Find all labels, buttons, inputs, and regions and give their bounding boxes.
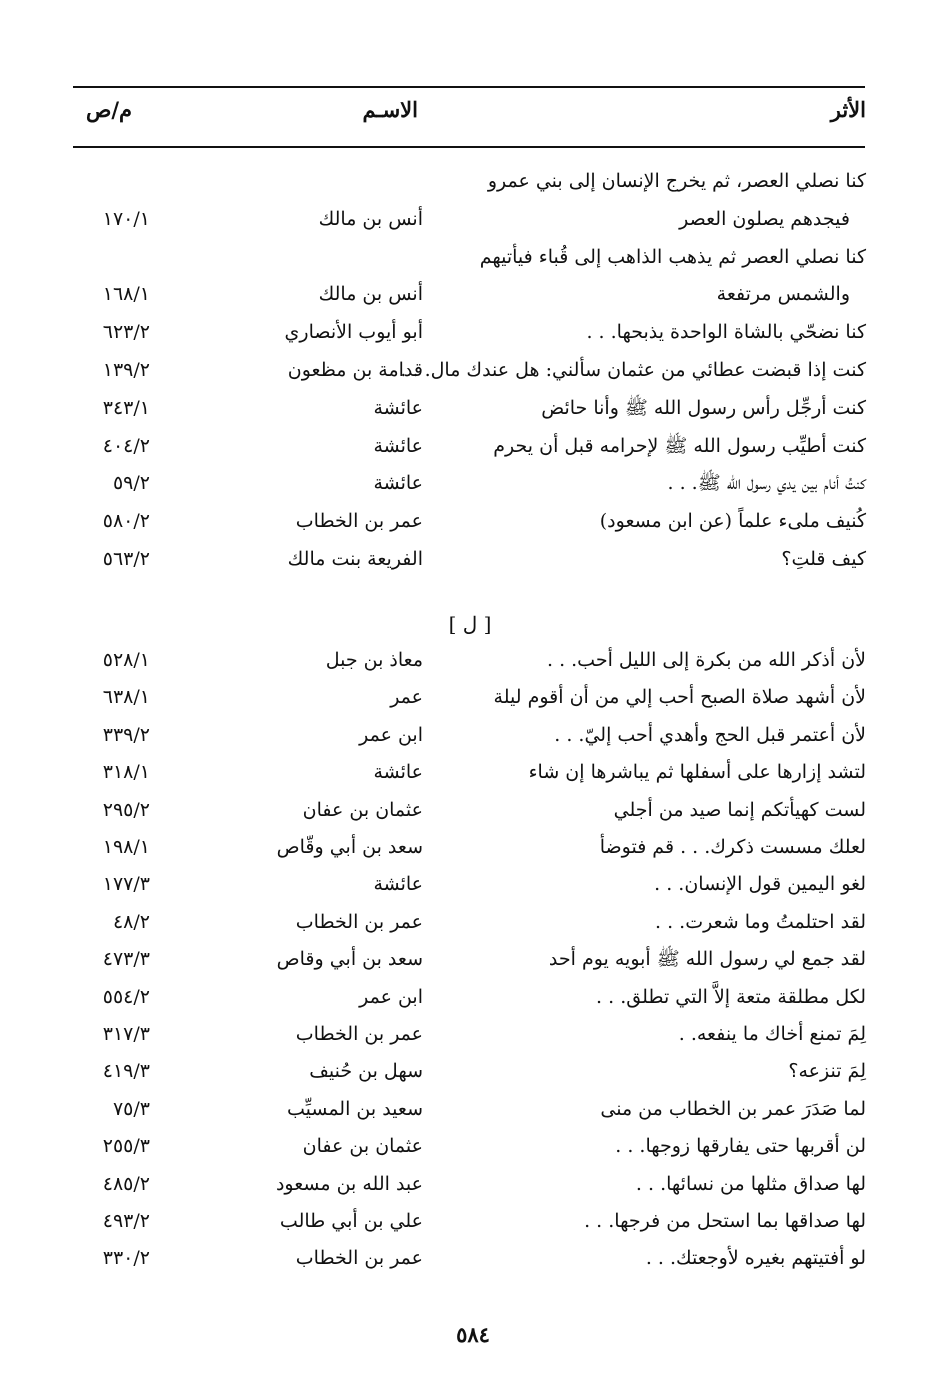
narrator-name: معاذ بن جبل [325,649,423,671]
volume-page-ref: ٥٥٤/٢ [102,985,150,1008]
athar-text: والشمس مرتفعة [716,283,850,306]
volume-page-ref: ٧٥/٣ [112,1097,150,1120]
index-row [0,941,946,978]
narrator-name: عمر بن الخطاب [295,910,423,933]
athar-text: لتشد إزارها على أسفلها ثم يباشرها إن شاء [528,761,866,784]
index-row [0,352,946,389]
index-row [0,1016,946,1053]
volume-page-ref: ٣٤٣/١ [102,396,150,419]
volume-page-ref: ١٩٨/١ [102,836,150,858]
section-marker-lam: [ ل ] [448,612,492,636]
narrator-name: قدامة بن مظعون [287,359,423,381]
narrator-name: عائشة [373,434,423,457]
column-header-athar: الأثر [830,97,866,122]
athar-text: لأن أذكر الله من بكرة إلى الليل أحب. . . [546,649,866,671]
column-header-name: الاسـم [362,97,418,122]
narrator-name: عائشة [373,761,423,784]
index-row [0,754,946,791]
athar-text: لأن أعتمر قبل الحج وأهدي أحب إليّ. . . [554,723,866,746]
index-row [0,979,946,1016]
volume-page-ref: ٤١٩/٣ [102,1060,150,1083]
volume-page-ref: ٥٦٣/٢ [102,548,150,570]
athar-text: لها صداق مثلها من نسائها. . . [635,1172,866,1195]
volume-page-ref: ٣١٨/١ [102,761,150,784]
athar-text: كنت إذا قبضت عطائي من عثمان سألني: هل عندك مال. . . [400,359,866,381]
index-row [0,829,946,866]
index-row [0,465,946,502]
index-row [0,904,946,941]
athar-text: لها صداقها بما استحل من فرجها. . . [584,1210,866,1232]
index-row [0,1053,946,1090]
index-row [0,163,946,200]
header-bottom-rule [73,146,865,148]
athar-text: كنت أرجِّل رأس رسول الله ﷺ وأنا حائض [541,396,866,419]
column-header-ref: م/ص [86,97,133,122]
volume-page-ref: ٤٨/٢ [112,910,150,933]
narrator-name: سعيد بن المسيِّب [286,1097,423,1120]
volume-page-ref: ٢٩٥/٢ [102,798,150,821]
athar-text: كنا نصلي العصر، ثم يخرج الإنسان إلى بني عمرو [487,170,866,192]
athar-text: لست كهيأتكم إنما صيد من أجلي [613,798,866,821]
athar-text: لعلك مسست ذكرك. . . قم فتوضأ [599,836,866,858]
volume-page-ref: ٣٣٩/٢ [102,723,150,746]
volume-page-ref: ٦٢٣/٢ [102,321,150,344]
header-top-rule [73,86,865,88]
index-row [0,239,946,276]
athar-text: كُنيف ملىء علماً (عن ابن مسعود) [599,510,866,533]
narrator-name: عائشة [373,472,423,495]
narrator-name: عمر بن الخطاب [295,510,423,533]
narrator-name: سعد بن أبي وقاص [276,948,423,971]
index-row [0,1203,946,1240]
volume-page-ref: ٣٣٠/٢ [102,1247,150,1270]
index-row [0,792,946,829]
narrator-name: علي بن أبي طالب [279,1210,423,1232]
volume-page-ref: ٤٠٤/٢ [102,434,150,457]
index-row [0,866,946,903]
volume-page-ref: ١٦٨/١ [102,283,150,306]
volume-page-ref: ٥٩/٢ [112,472,150,495]
athar-text: لكل مطلقة متعة إلاَّ التي تطلق. . . [596,985,866,1008]
volume-page-ref: ١٣٩/٢ [102,359,150,381]
index-row [0,679,946,716]
athar-text: كنا نصلي العصر ثم يذهب الذاهب إلى قُباء فيأتيهم [479,245,866,268]
index-row [0,642,946,679]
index-row [0,1091,946,1128]
athar-text: لِمَ تنزعه؟ [788,1060,866,1083]
volume-page-ref: ٤٩٣/٢ [102,1210,150,1232]
athar-text: كنت أطيِّب رسول الله ﷺ لإحرامه قبل أن يحرم [493,434,866,457]
athar-text: كنتُ أنام بين يدي رسول الله ﷺ. . . [667,472,866,495]
athar-text: لما صَدَرَ عمر بن الخطاب من منى [600,1097,866,1120]
volume-page-ref: ٤٧٣/٣ [102,948,150,971]
volume-page-ref: ٢٥٥/٣ [102,1135,150,1158]
narrator-name: عائشة [373,396,423,419]
narrator-name: أبو أيوب الأنصاري [284,321,423,344]
narrator-name: عثمان بن عفان [302,1135,423,1158]
index-row [0,428,946,465]
index-row [0,201,946,238]
narrator-name: عمر بن الخطاب [295,1247,423,1270]
athar-text: لأن أشهد صلاة الصبح أحب إلي من أن أقوم ليلة [493,686,866,709]
narrator-name: ابن عمر [359,723,423,746]
narrator-name: عبد الله بن مسعود [275,1172,423,1195]
index-row [0,390,946,427]
volume-page-ref: ١٧٠/١ [102,207,150,230]
narrator-name: عثمان بن عفان [302,798,423,821]
volume-page-ref: ٥٢٨/١ [102,649,150,671]
volume-page-ref: ٤٨٥/٢ [102,1172,150,1195]
athar-text: لِمَ تمنع أخاك ما ينفعه. . [678,1023,866,1045]
narrator-name: عائشة [373,873,423,896]
index-row [0,1166,946,1203]
volume-page-ref: ٥٨٠/٢ [102,510,150,533]
narrator-name: ابن عمر [359,985,423,1008]
athar-text: كيف قلتِ؟ [781,548,866,570]
volume-page-ref: ٦٣٨/١ [102,686,150,709]
athar-text: فيجدهم يصلون العصر [679,207,850,230]
athar-text: لن أقربها حتى يفارقها زوجها. . . [615,1135,866,1158]
athar-text: لغو اليمين قول الإنسان. . . [654,873,866,896]
narrator-name: أنس بن مالك [318,283,423,306]
index-row [0,717,946,754]
narrator-name: سعد بن أبي وقّاص [276,836,423,858]
index-row [0,541,946,578]
volume-page-ref: ٣١٧/٣ [102,1023,150,1045]
narrator-name: عمر [390,686,423,709]
athar-text: لو أفتيتهم بغيره لأوجعتك. . . [645,1247,866,1270]
athar-text: لقد احتلمتُ وما شعرت. . . [655,910,866,933]
athar-text: لقد جمع لي رسول الله ﷺ أبويه يوم أحد [548,948,866,971]
athar-text: كنا نضحّي بالشاة الواحدة يذبحها. . . [586,321,866,344]
page-number: ٥٨٤ [456,1322,490,1347]
index-row [0,1240,946,1277]
narrator-name: سهل بن حُنيف [309,1060,423,1083]
volume-page-ref: ١٧٧/٣ [102,873,150,896]
index-row [0,314,946,351]
index-row [0,276,946,313]
narrator-name: عمر بن الخطاب [295,1023,423,1045]
narrator-name: أنس بن مالك [318,207,423,230]
narrator-name: الفريعة بنت مالك [287,548,423,570]
index-row [0,1128,946,1165]
index-row [0,503,946,540]
